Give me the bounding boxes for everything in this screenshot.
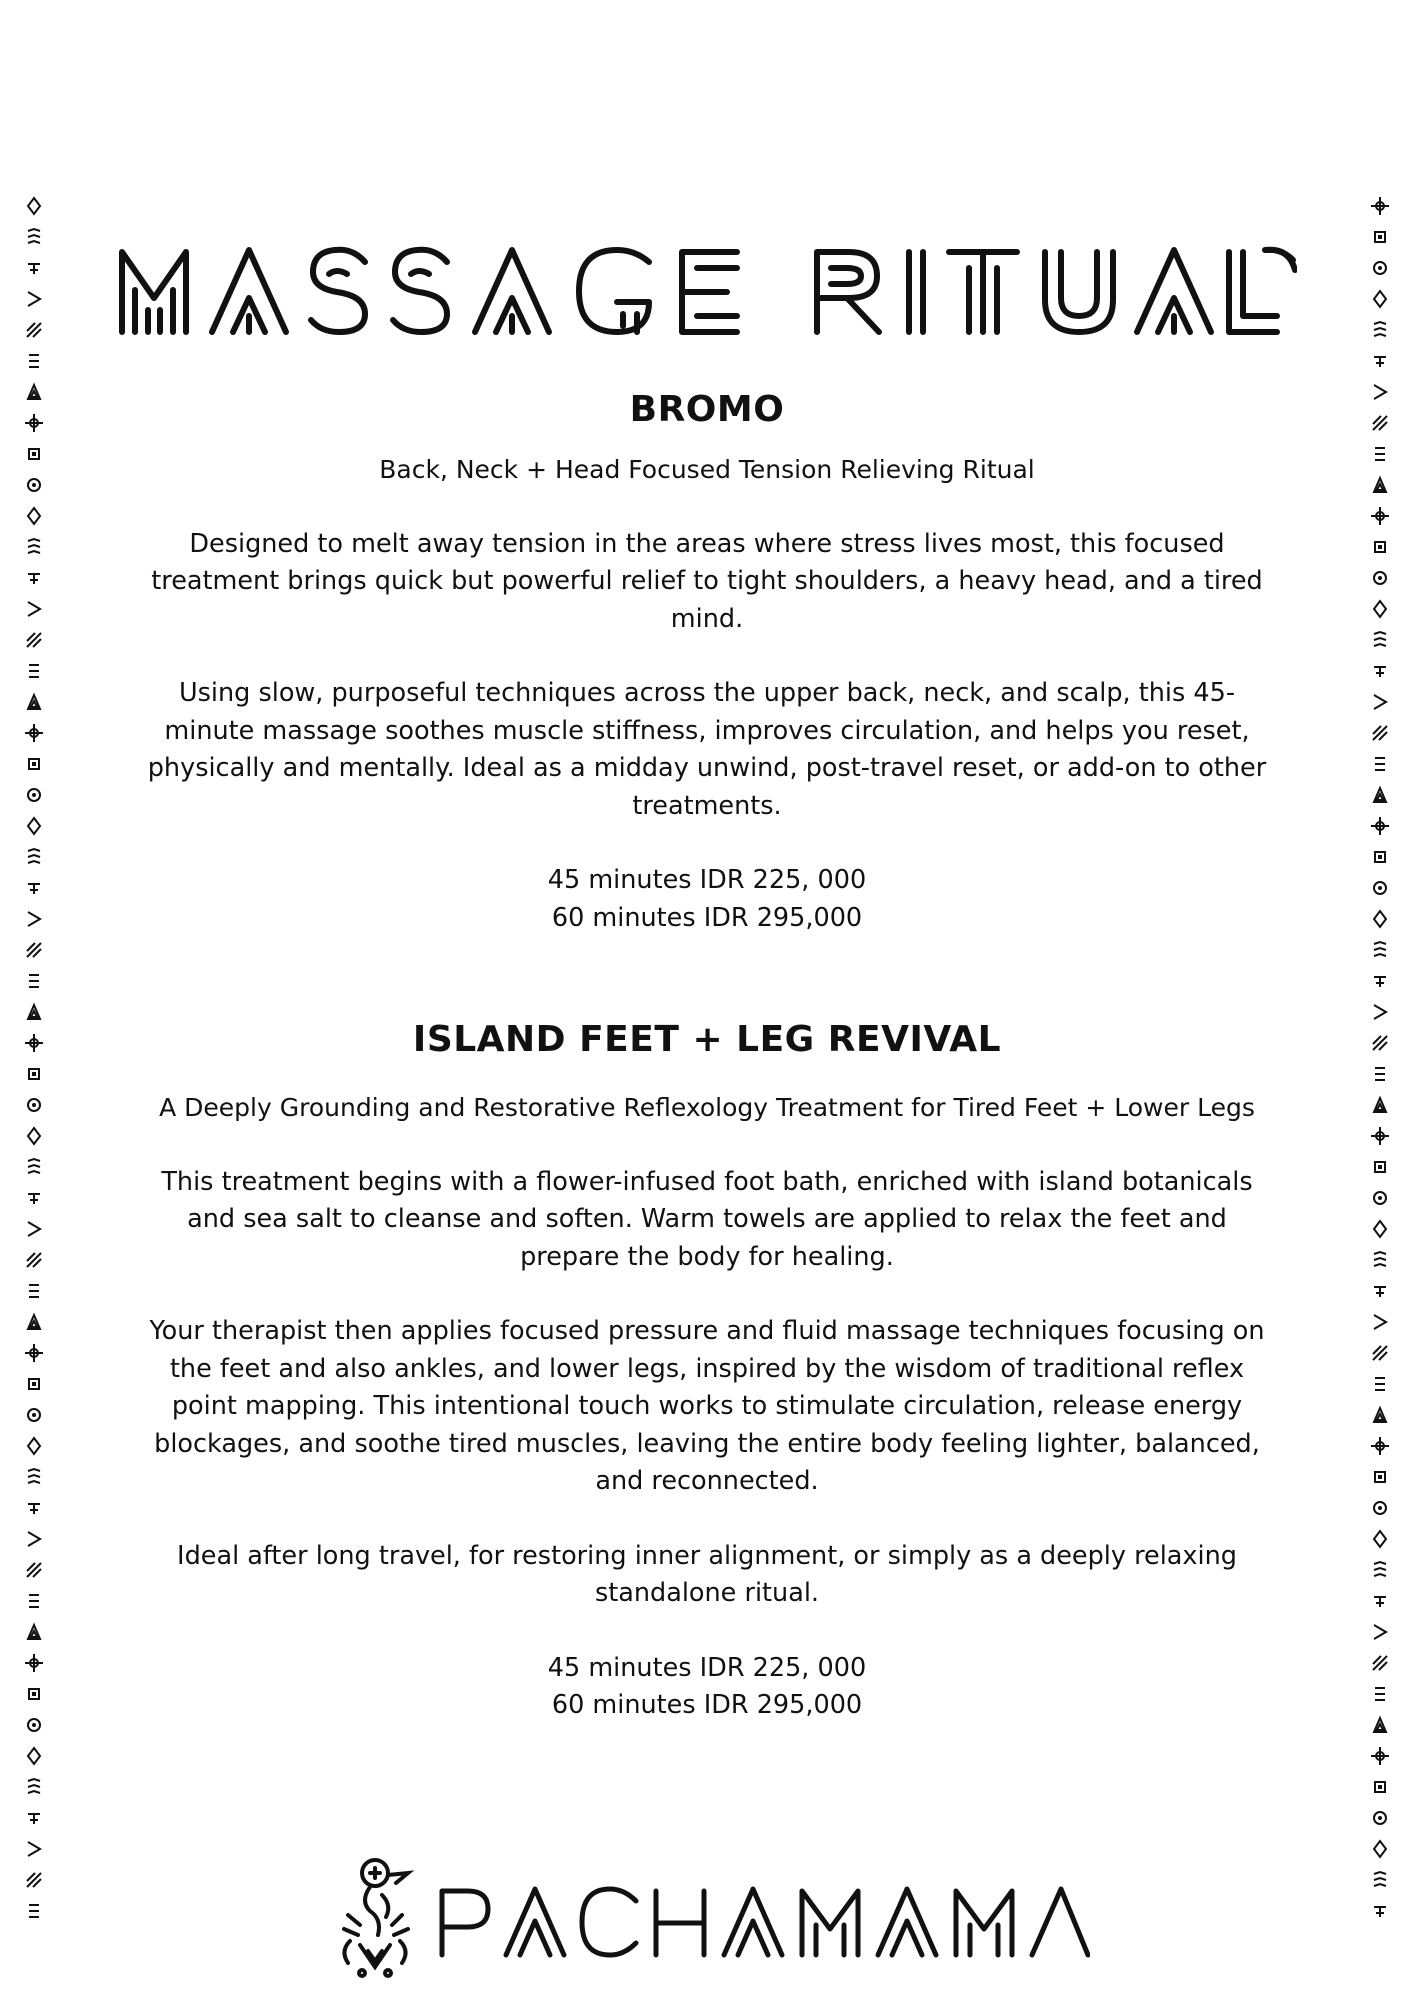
tribal-ornament-icon: [1370, 847, 1390, 867]
tribal-ornament-icon: [1370, 413, 1390, 433]
tribal-ornament-icon: [24, 1529, 44, 1549]
tribal-ornament-icon: [24, 599, 44, 619]
tribal-ornament-icon: [1370, 971, 1390, 991]
tribal-ornament-icon: [24, 1715, 44, 1735]
tribal-ornament-icon: [24, 475, 44, 495]
tribal-ornament-icon: [1370, 1591, 1390, 1611]
tribal-ornament-icon: [24, 1684, 44, 1704]
price-line: 60 minutes IDR 295,000: [551, 902, 863, 933]
tribal-ornament-icon: [24, 940, 44, 960]
tribal-ornament-icon: [1370, 1870, 1390, 1890]
tribal-ornament-icon: [24, 1808, 44, 1828]
tribal-ornament-icon: [24, 1901, 44, 1921]
section-paragraph: This treatment begins with a flower-infused foot bath, enriched with island botanicals and sea salt to cleanse and soften. Warm towels are applied to relax the feet and prepare the body for healing.: [161, 1166, 1253, 1272]
tribal-ornament-icon: [1370, 816, 1390, 836]
tribal-ornament-icon: [1370, 878, 1390, 898]
tribal-ornament-icon: [24, 413, 44, 433]
tribal-ornament-icon: [24, 630, 44, 650]
tribal-ornament-icon: [24, 1374, 44, 1394]
tribal-ornament-icon: [24, 1312, 44, 1332]
tribal-ornament-icon: [24, 692, 44, 712]
tribal-ornament-icon: [1370, 1436, 1390, 1456]
tribal-ornament-icon: [1370, 1064, 1390, 1084]
tribal-border-left: [16, 196, 52, 1956]
tribal-ornament-icon: [1370, 506, 1390, 526]
section-heading: BROMO: [629, 389, 785, 430]
tribal-ornament-icon: [24, 1839, 44, 1859]
section-paragraph: Your therapist then applies focused pressure and fluid massage techniques focusing on the feet and also ankles, and lower legs, inspired by the wisdom of traditional reflex point mapping. This intentional touch works to stimulate circulation, release energy blockages, and soothe tired muscles, leaving the entire body feeling lighter, balanced, and reconnected.: [149, 1316, 1265, 1496]
tribal-ornament-icon: [24, 1250, 44, 1270]
tribal-ornament-icon: [1370, 754, 1390, 774]
tribal-ornament-icon: [24, 971, 44, 991]
pachamama-bird-logo: [344, 1860, 408, 1976]
tribal-ornament-icon: [24, 1405, 44, 1425]
tribal-ornament-icon: [1370, 1560, 1390, 1580]
tribal-ornament-icon: [1370, 1405, 1390, 1425]
tribal-ornament-icon: [24, 1281, 44, 1301]
tribal-ornament-icon: [1370, 475, 1390, 495]
section-bromo: [140, 385, 1274, 937]
section-paragraph: Ideal after long travel, for restoring inner alignment, or simply as a deeply relaxing standalone ritual.: [177, 1540, 1237, 1608]
tribal-ornament-icon: [1370, 723, 1390, 743]
tribal-ornament-icon: [1370, 1498, 1390, 1518]
tribal-ornament-icon: [24, 1870, 44, 1890]
tribal-ornament-icon: [1370, 1126, 1390, 1146]
price-line: 45 minutes IDR 225, 000: [547, 1652, 867, 1683]
tribal-ornament-icon: [24, 1498, 44, 1518]
tribal-ornament-icon: [1370, 1188, 1390, 1208]
tribal-ornament-icon: [1370, 1374, 1390, 1394]
tribal-ornament-icon: [24, 1033, 44, 1053]
tribal-ornament-icon: [1370, 1467, 1390, 1487]
tribal-ornament-icon: [1370, 940, 1390, 960]
tribal-ornament-icon: [24, 568, 44, 588]
tribal-ornament-icon: [1370, 351, 1390, 371]
tribal-ornament-icon: [24, 1157, 44, 1177]
tribal-ornament-icon: [24, 444, 44, 464]
tribal-ornament-icon: [1370, 568, 1390, 588]
tribal-ornament-icon: [1370, 1777, 1390, 1797]
tribal-ornament-icon: [24, 816, 44, 836]
tribal-ornament-icon: [24, 351, 44, 371]
tribal-ornament-icon: [1370, 382, 1390, 402]
section-paragraph: Designed to melt away tension in the areas where stress lives most, this focused treatment brings quick but powerful relief to tight shoulders, a heavy head, and a tired mind.: [151, 528, 1263, 634]
tribal-ornament-icon: [1370, 444, 1390, 464]
tribal-ornament-icon: [1370, 1622, 1390, 1642]
tribal-ornament-icon: [24, 909, 44, 929]
section-subtitle: Back, Neck + Head Focused Tension Relieving Ritual: [379, 455, 1035, 484]
tribal-ornament-icon: [24, 1746, 44, 1766]
tribal-ornament-icon: [24, 661, 44, 681]
tribal-ornament-icon: [1370, 196, 1390, 216]
tribal-ornament-icon: [24, 1591, 44, 1611]
price-line: 45 minutes IDR 225, 000: [547, 865, 867, 895]
tribal-ornament-icon: [24, 1436, 44, 1456]
section-heading: ISLAND FEET + LEG REVIVAL: [412, 1019, 1002, 1060]
tribal-ornament-icon: [1370, 1250, 1390, 1270]
page-title-lettering: [117, 240, 1297, 340]
tribal-ornament-icon: [24, 1343, 44, 1363]
tribal-ornament-icon: [1370, 1839, 1390, 1859]
section-island-feet: [140, 1015, 1274, 1725]
tribal-border-right: [1362, 196, 1398, 1956]
tribal-ornament-icon: [24, 1653, 44, 1673]
tribal-ornament-icon: [1370, 630, 1390, 650]
tribal-ornament-icon: [24, 1126, 44, 1146]
tribal-ornament-icon: [1370, 909, 1390, 929]
tribal-ornament-icon: [24, 196, 44, 216]
tribal-ornament-icon: [24, 754, 44, 774]
tribal-ornament-icon: [1370, 1095, 1390, 1115]
section-subtitle: A Deeply Grounding and Restorative Reflexology Treatment for Tired Feet + Lower Legs: [159, 1093, 1255, 1122]
tribal-ornament-icon: [24, 382, 44, 402]
tribal-ornament-icon: [24, 1064, 44, 1084]
tribal-ornament-icon: [24, 1467, 44, 1487]
page-title: [0, 240, 1414, 340]
main-content: [140, 385, 1274, 1725]
section-paragraph: Using slow, purposeful techniques across the upper back, neck, and scalp, this 45-minute massage soothes muscle stiffness, improves circulation, and helps you reset, physically and mentally. Ideal as a midday unwind, post-travel reset, or add-on to other treatments.: [147, 678, 1267, 821]
tribal-ornament-icon: [1370, 1746, 1390, 1766]
tribal-ornament-icon: [1370, 661, 1390, 681]
tribal-ornament-icon: [1370, 1684, 1390, 1704]
tribal-ornament-icon: [24, 785, 44, 805]
tribal-ornament-icon: [24, 1188, 44, 1208]
tribal-ornament-icon: [24, 1560, 44, 1580]
tribal-ornament-icon: [1370, 1653, 1390, 1673]
tribal-ornament-icon: [24, 537, 44, 557]
tribal-ornament-icon: [1370, 1157, 1390, 1177]
tribal-ornament-icon: [1370, 537, 1390, 557]
tribal-ornament-icon: [1370, 1529, 1390, 1549]
tribal-ornament-icon: [1370, 1808, 1390, 1828]
tribal-ornament-icon: [24, 723, 44, 743]
tribal-ornament-icon: [24, 878, 44, 898]
tribal-ornament-icon: [1370, 1281, 1390, 1301]
tribal-ornament-icon: [24, 1219, 44, 1239]
tribal-ornament-icon: [24, 847, 44, 867]
tribal-ornament-icon: [1370, 785, 1390, 805]
tribal-ornament-icon: [1370, 1033, 1390, 1053]
price-line: 60 minutes IDR 295,000: [551, 1690, 863, 1720]
brand-logo: [330, 1855, 1090, 1980]
tribal-ornament-icon: [1370, 1219, 1390, 1239]
tribal-ornament-icon: [1370, 1715, 1390, 1735]
tribal-ornament-icon: [24, 1002, 44, 1022]
tribal-ornament-icon: [24, 1095, 44, 1115]
tribal-ornament-icon: [1370, 1343, 1390, 1363]
tribal-ornament-icon: [1370, 1312, 1390, 1332]
tribal-ornament-icon: [24, 506, 44, 526]
pachamama-logo: [330, 1855, 1090, 1980]
tribal-ornament-icon: [24, 1622, 44, 1642]
tribal-ornament-icon: [1370, 1002, 1390, 1022]
tribal-ornament-icon: [1370, 1901, 1390, 1921]
tribal-ornament-icon: [1370, 599, 1390, 619]
tribal-ornament-icon: [1370, 692, 1390, 712]
tribal-ornament-icon: [24, 1777, 44, 1797]
